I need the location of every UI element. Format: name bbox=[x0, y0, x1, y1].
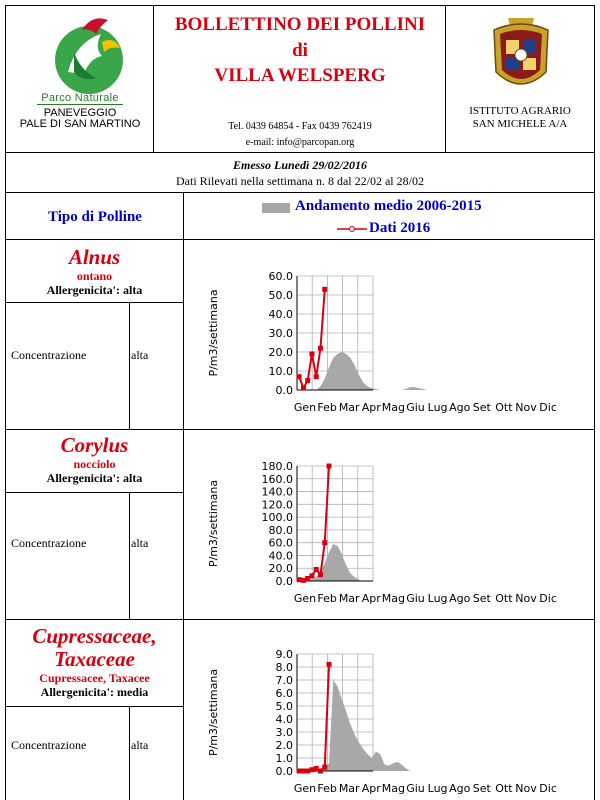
data-period: Dati Rilevati nella settimana n. 8 dal 22/02 al 28/02 bbox=[176, 174, 424, 188]
month-label: Nov bbox=[515, 401, 537, 414]
month-label: Ott bbox=[495, 401, 513, 414]
legend-average-swatch bbox=[262, 203, 290, 213]
park-name-line3: PALE DI SAN MARTINO bbox=[19, 118, 141, 130]
month-label: Dic bbox=[539, 592, 557, 605]
concentration-value: alta bbox=[131, 348, 149, 362]
concentration-row bbox=[6, 706, 184, 800]
y-tick-label: 9.0 bbox=[275, 648, 293, 661]
month-label: Gen bbox=[293, 592, 317, 605]
current-series-point bbox=[297, 577, 302, 582]
month-label: Ago bbox=[449, 592, 471, 605]
y-tick-label: 100.0 bbox=[261, 511, 293, 525]
column-header bbox=[6, 193, 594, 240]
y-axis-label: P/m3/settimana bbox=[207, 668, 220, 757]
month-label: Giu bbox=[406, 782, 425, 795]
y-tick-label: 4.0 bbox=[275, 713, 293, 726]
y-tick-label: 60.0 bbox=[268, 270, 293, 283]
pollen-allergenicity: Allergenicita': media bbox=[40, 685, 149, 699]
month-label: Ott bbox=[495, 592, 513, 605]
month-label: Giu bbox=[406, 592, 425, 605]
month-label: Dic bbox=[539, 782, 557, 795]
average-area bbox=[316, 352, 431, 390]
institute-cell bbox=[446, 6, 594, 153]
month-label: Feb bbox=[317, 401, 337, 414]
y-tick-label: 0.0 bbox=[275, 575, 293, 588]
concentration-divider bbox=[129, 493, 130, 620]
bulletin-title-line1: BOLLETTINO DEI POLLINI bbox=[174, 14, 426, 35]
y-tick-label: 30.0 bbox=[268, 327, 293, 340]
current-series-point bbox=[314, 374, 319, 379]
concentration-value: alta bbox=[131, 536, 149, 550]
pollen-section-cupressaceae bbox=[6, 620, 594, 800]
y-tick-label: 40.0 bbox=[268, 549, 293, 563]
y-tick-label: 8.0 bbox=[275, 661, 293, 674]
pollen-common-name: Cupressacee, Taxacee bbox=[39, 671, 150, 685]
current-series-point bbox=[305, 576, 310, 581]
park-logo-cell bbox=[6, 6, 154, 153]
concentration-label: Concentrazione bbox=[11, 738, 87, 752]
y-tick-label: 180.0 bbox=[261, 460, 293, 473]
pollen-info bbox=[6, 240, 184, 429]
concentration-label: Concentrazione bbox=[11, 536, 87, 550]
pollen-allergenicity: Allergenicita': alta bbox=[46, 283, 143, 297]
concentration-divider bbox=[129, 303, 130, 430]
month-label: Ago bbox=[449, 401, 471, 414]
contact-phone: Tel. 0439 64854 - Fax 0439 762419 bbox=[228, 121, 372, 132]
y-tick-label: 10.0 bbox=[268, 365, 293, 378]
pollen-chart-cupressaceae bbox=[185, 620, 594, 800]
pollen-name-line2: Taxaceae bbox=[54, 647, 135, 671]
month-label: Mar bbox=[338, 592, 360, 605]
month-label: Mar bbox=[338, 401, 360, 414]
month-label: Feb bbox=[317, 592, 337, 605]
month-label: Mag bbox=[381, 401, 406, 414]
y-tick-label: 20.0 bbox=[268, 562, 293, 576]
y-axis-label: P/m3/settimana bbox=[207, 479, 220, 568]
pollen-name: Corylus bbox=[60, 433, 129, 457]
bulletin-title-line2: di bbox=[292, 40, 308, 61]
y-tick-label: 140.0 bbox=[261, 485, 293, 499]
emission-row bbox=[6, 153, 594, 193]
concentration-row bbox=[6, 302, 184, 429]
concentration-label: Concentrazione bbox=[11, 348, 87, 362]
pollen-chart-corylus bbox=[185, 430, 594, 619]
current-series-point bbox=[297, 769, 302, 774]
month-label: Mar bbox=[338, 782, 360, 795]
y-tick-label: 5.0 bbox=[275, 700, 293, 713]
current-series-point bbox=[305, 769, 310, 774]
pollen-info bbox=[6, 620, 184, 800]
current-series-point bbox=[301, 769, 306, 774]
title-cell bbox=[154, 6, 446, 153]
month-label: Nov bbox=[515, 782, 537, 795]
current-series-point bbox=[327, 662, 332, 667]
pollen-name-line1: Cupressaceae, bbox=[32, 624, 157, 648]
current-series-line bbox=[299, 466, 329, 580]
y-tick-label: 0.0 bbox=[275, 384, 293, 397]
y-tick-label: 60.0 bbox=[268, 536, 293, 550]
current-series-point bbox=[318, 346, 323, 351]
bulletin-title-line3: VILLA WELSPERG bbox=[214, 65, 386, 86]
bulletin-header bbox=[6, 6, 594, 153]
y-axis-label: P/m3/settimana bbox=[207, 289, 220, 377]
pollen-allergenicity: Allergenicita': alta bbox=[46, 471, 143, 485]
bulletin-frame bbox=[5, 5, 595, 800]
current-series-point bbox=[305, 378, 310, 383]
legend-current-marker-icon bbox=[337, 224, 367, 234]
concentration-row bbox=[6, 492, 184, 619]
current-series-point bbox=[327, 464, 332, 469]
month-label: Lug bbox=[427, 592, 448, 605]
current-series-point bbox=[309, 767, 314, 772]
pollen-type-header bbox=[6, 193, 184, 240]
month-label: Ago bbox=[449, 782, 471, 795]
contact-email: e-mail: info@parcopan.org bbox=[245, 137, 355, 148]
pollen-common-name: ontano bbox=[76, 269, 113, 283]
current-series-point bbox=[297, 374, 302, 379]
y-tick-label: 80.0 bbox=[268, 523, 293, 537]
month-label: Apr bbox=[361, 401, 381, 414]
pollen-info bbox=[6, 430, 184, 619]
current-series-point bbox=[309, 573, 314, 578]
month-label: Gen bbox=[293, 401, 317, 414]
park-name-line1: Parco Naturale bbox=[37, 92, 123, 105]
park-logo-icon bbox=[46, 12, 132, 98]
current-series-point bbox=[309, 351, 314, 356]
month-label: Mag bbox=[381, 592, 406, 605]
crest-icon bbox=[486, 12, 556, 98]
pollen-common-name: nocciolo bbox=[73, 457, 116, 471]
y-tick-label: 50.0 bbox=[268, 289, 293, 302]
month-label: Giu bbox=[406, 401, 425, 414]
issued-date: Emesso Lunedì 29/02/2016 bbox=[232, 158, 367, 172]
park-name-line2: PANEVEGGIO bbox=[43, 107, 117, 119]
y-tick-label: 40.0 bbox=[268, 308, 293, 321]
month-label: Gen bbox=[293, 782, 317, 795]
month-label: Set bbox=[472, 401, 491, 414]
park-name bbox=[6, 88, 154, 130]
pollen-section-alnus bbox=[6, 240, 594, 430]
y-tick-label: 120.0 bbox=[261, 498, 293, 512]
y-tick-label: 160.0 bbox=[261, 472, 293, 486]
y-tick-label: 3.0 bbox=[275, 726, 293, 739]
current-series-point bbox=[322, 765, 327, 770]
current-series-point bbox=[301, 386, 306, 391]
y-tick-label: 20.0 bbox=[268, 346, 293, 359]
y-tick-label: 0.0 bbox=[275, 765, 293, 778]
month-label: Lug bbox=[427, 401, 448, 414]
pollen-section-corylus bbox=[6, 430, 594, 620]
current-series-point bbox=[322, 287, 327, 292]
average-area bbox=[299, 680, 410, 771]
average-area bbox=[299, 544, 367, 581]
month-label: Lug bbox=[427, 782, 448, 795]
concentration-divider bbox=[129, 707, 130, 800]
legend-average-label: Andamento medio 2006-2015 bbox=[295, 198, 482, 214]
legend-current-label: Dati 2016 bbox=[369, 220, 431, 236]
month-label: Apr bbox=[361, 782, 381, 795]
month-label: Dic bbox=[539, 401, 557, 414]
current-series-point bbox=[314, 567, 319, 572]
month-label: Set bbox=[472, 782, 491, 795]
pollen-type-label: Tipo di Polline bbox=[48, 209, 142, 225]
month-label: Mag bbox=[381, 782, 406, 795]
y-tick-label: 6.0 bbox=[275, 687, 293, 700]
current-series-point bbox=[318, 572, 323, 577]
month-label: Ott bbox=[495, 782, 513, 795]
pollen-chart-alnus bbox=[185, 240, 594, 429]
month-label: Nov bbox=[515, 592, 537, 605]
concentration-value: alta bbox=[131, 738, 149, 752]
current-series-point bbox=[322, 540, 327, 545]
month-label: Apr bbox=[361, 592, 381, 605]
current-series-point bbox=[301, 578, 306, 583]
month-label: Set bbox=[472, 592, 491, 605]
month-label: Feb bbox=[317, 782, 337, 795]
current-series-point bbox=[318, 769, 323, 774]
y-tick-label: 1.0 bbox=[275, 752, 293, 765]
y-tick-label: 7.0 bbox=[275, 674, 293, 687]
pollen-name: Alnus bbox=[68, 245, 121, 269]
institute-line1: ISTITUTO AGRARIO bbox=[469, 105, 571, 117]
current-series-point bbox=[314, 766, 319, 771]
y-tick-label: 2.0 bbox=[275, 739, 293, 752]
institute-line2: SAN MICHELE A/A bbox=[472, 118, 568, 130]
